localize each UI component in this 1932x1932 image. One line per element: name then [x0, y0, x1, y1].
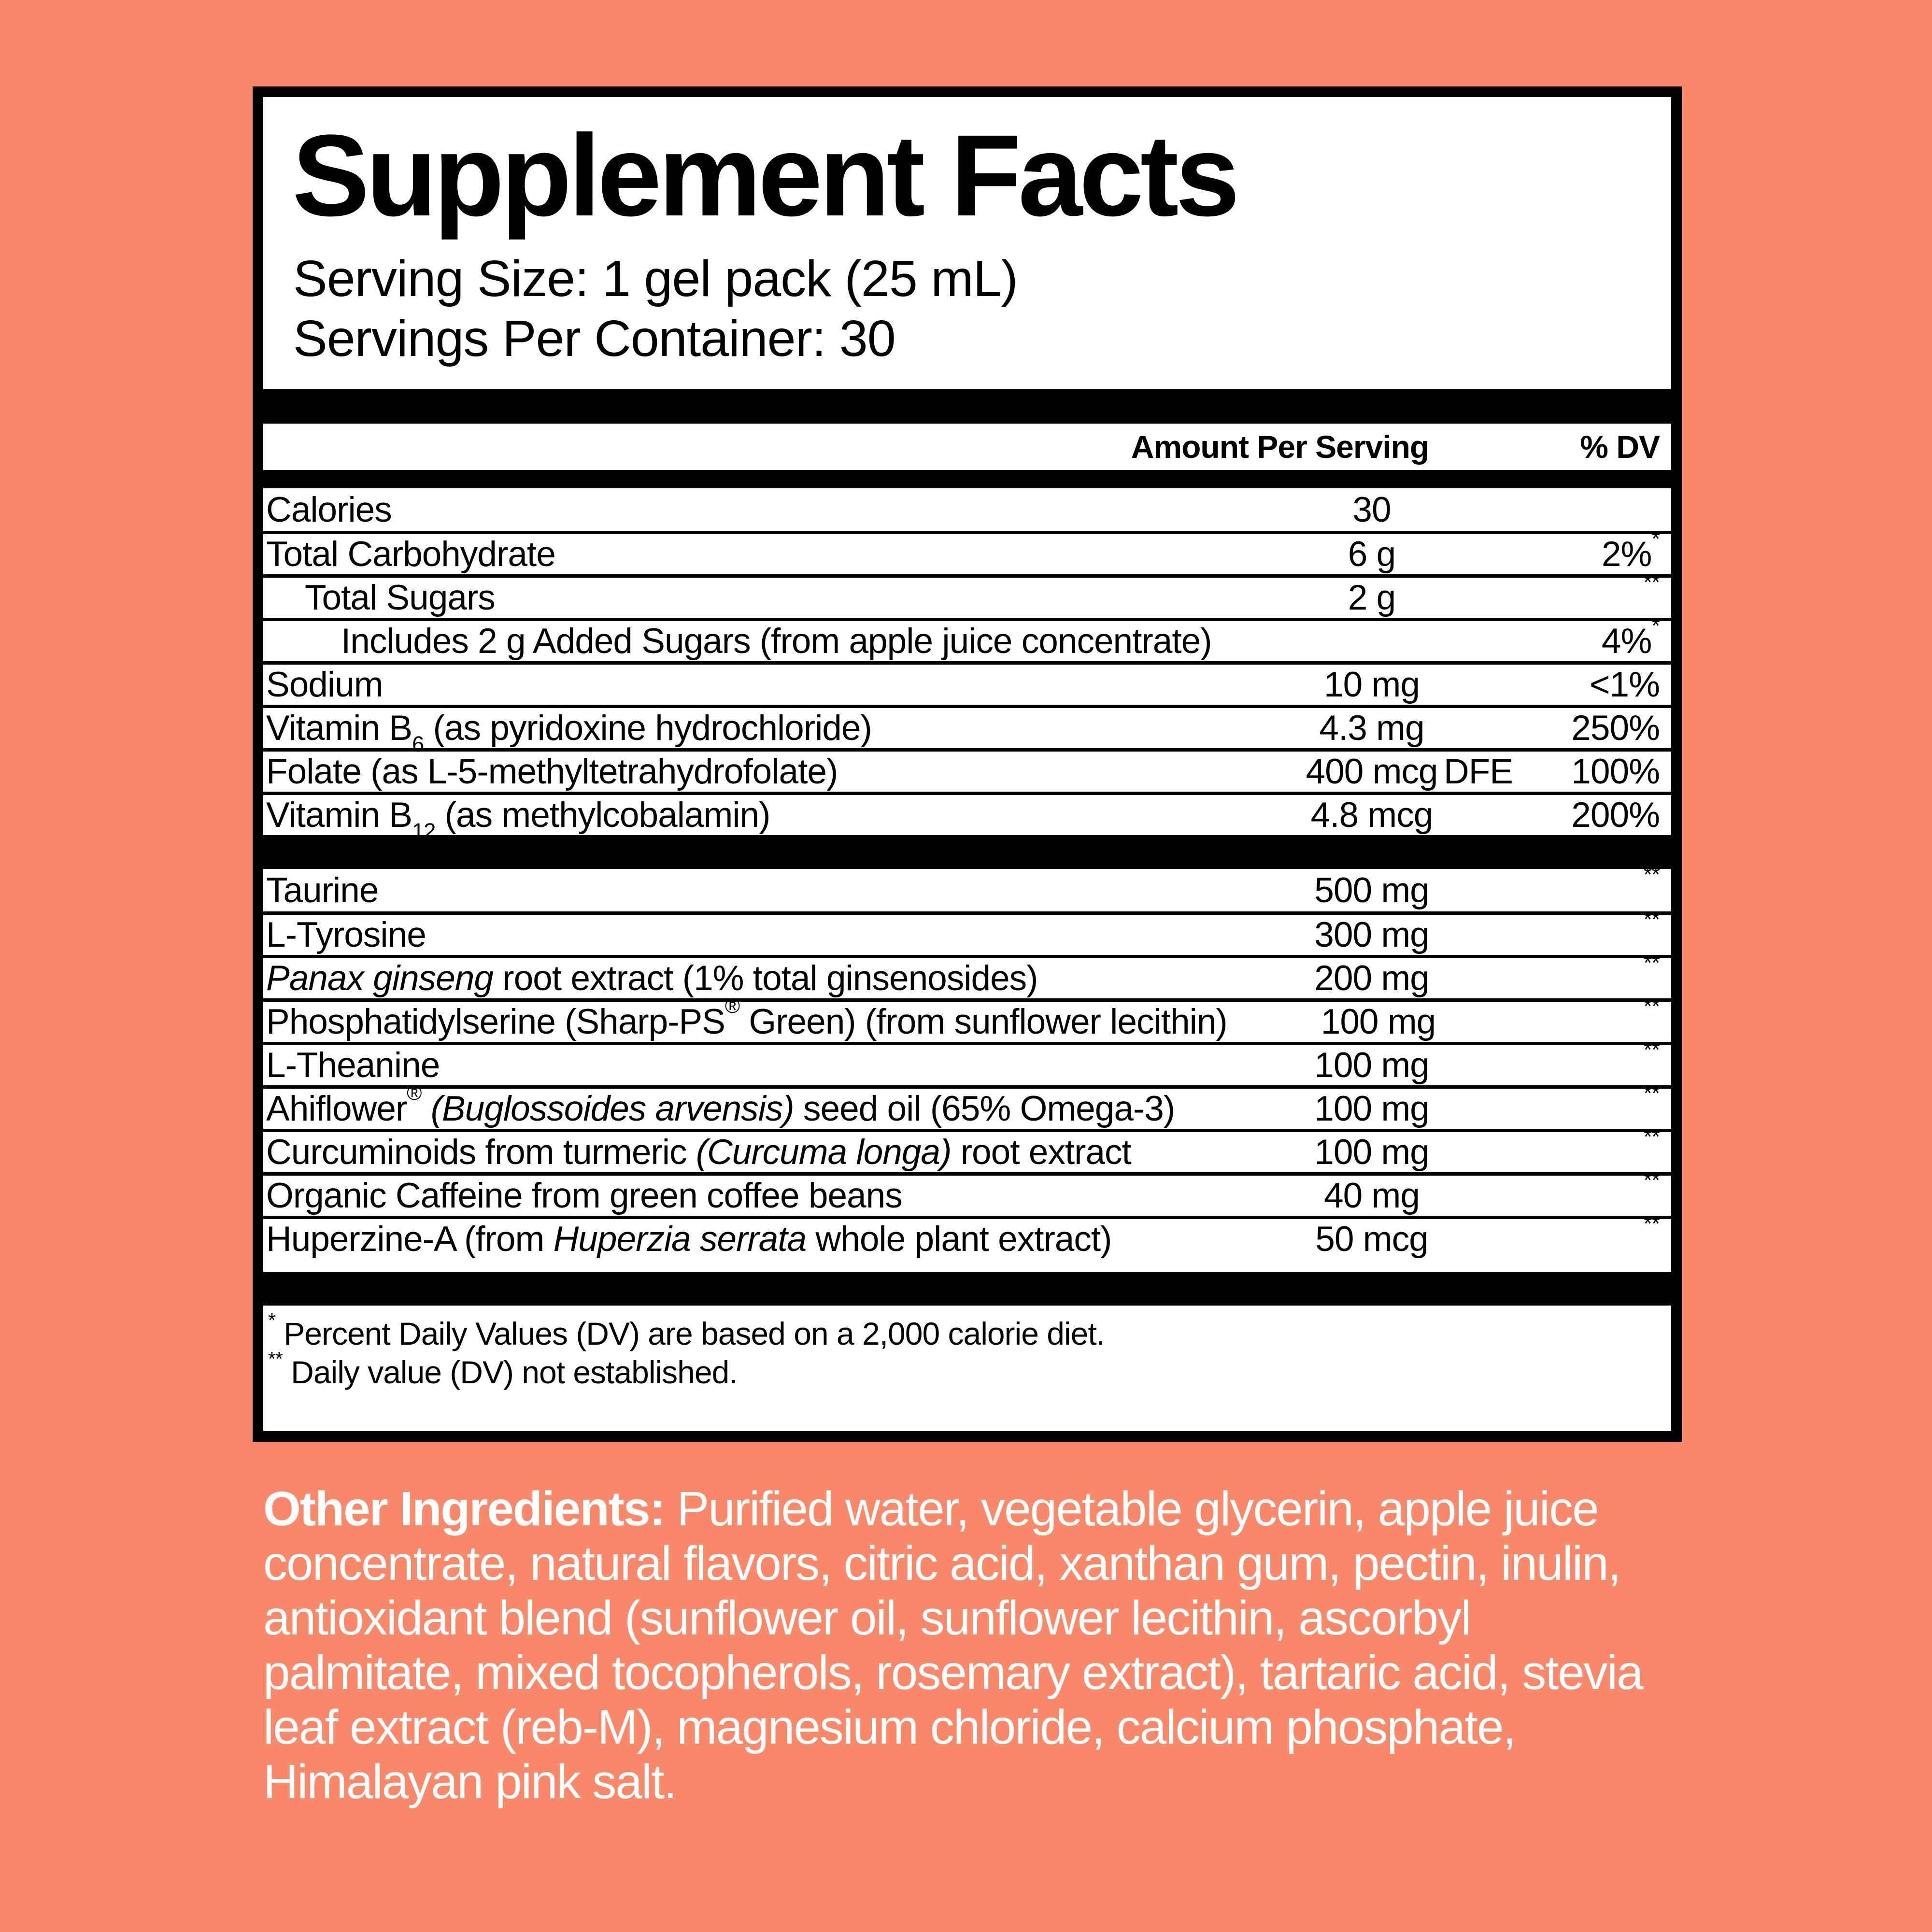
- daily-value: 200%: [1571, 796, 1660, 835]
- ingredient-name: L-Tyrosine: [266, 915, 426, 954]
- supplement-facts-inner: [263, 97, 1671, 1392]
- ingredient-name: Includes 2 g Added Sugars (from apple juice concentrate): [341, 622, 1212, 661]
- daily-value-asterisk: **: [1643, 1124, 1660, 1149]
- ingredient-name: Organic Caffeine from green coffee beans: [266, 1176, 902, 1215]
- daily-value: [1526, 1037, 1671, 1085]
- ingredient-name: Panax ginseng root extract (1% total ginsenosides): [266, 959, 1038, 998]
- facts-row: [263, 705, 1671, 756]
- percent-dv-header: % DV: [1580, 429, 1660, 465]
- amount-value: 100 mg: [1314, 1046, 1429, 1085]
- ingredient-name: Total Sugars: [305, 578, 495, 617]
- daily-value-asterisk: **: [1643, 1037, 1660, 1062]
- facts-row: [263, 1124, 1671, 1172]
- footnote-not-established: [268, 1347, 1671, 1392]
- daily-value: [1526, 1211, 1671, 1259]
- ingredient-name: Vitamin $B_{12}$ (as methylcobalamin): [266, 796, 770, 843]
- footnote-dv: [268, 1308, 1671, 1353]
- daily-value: [1526, 950, 1671, 998]
- facts-row: [263, 792, 1671, 843]
- amount-value: 100 mg: [1321, 1002, 1436, 1041]
- facts-row: [263, 1080, 1671, 1129]
- amount-per-serving-header: Amount Per Serving: [1131, 429, 1429, 465]
- daily-value: [1526, 1167, 1671, 1216]
- daily-value-asterisk: **: [1643, 1211, 1660, 1236]
- bottom-divider-bar: [263, 1272, 1671, 1306]
- daily-value-asterisk: **: [1643, 994, 1660, 1019]
- footnote-text: Percent Daily Values (DV) are based on a 2,000 calorie diet.: [275, 1316, 1105, 1351]
- daily-value: <1%: [1589, 665, 1660, 704]
- daily-value-asterisk: **: [1643, 907, 1660, 932]
- amount-value: 50 mcg: [1315, 1220, 1428, 1259]
- daily-value: 250%: [1571, 709, 1660, 748]
- other-ingredients-lead: Other Ingredients:: [263, 1482, 665, 1536]
- ingredient-name: Sodium: [266, 665, 383, 704]
- footnote-marker: **: [268, 1347, 283, 1370]
- amount-value: 200 mg: [1314, 959, 1429, 998]
- servings-per-container: Servings Per Container: 30: [293, 310, 895, 367]
- ingredient-name: Calories: [266, 490, 392, 529]
- ingredient-name: Ahiflower® (Buglossoides arvensis) seed oil (65% Omega-3): [266, 1081, 1175, 1128]
- ingredient-name: Total Carbohydrate: [266, 535, 555, 574]
- ingredient-name: Vitamin $B_6$ (as pyridoxine hydrochloride): [266, 709, 872, 756]
- ingredient-name: Folate (as L-5-methyltetrahydrofolate): [266, 752, 838, 791]
- section-divider-bar: [263, 835, 1671, 869]
- ingredient-name: Curcuminoids from turmeric (Curcuma longa) root extract: [266, 1133, 1131, 1172]
- facts-row: [263, 907, 1671, 955]
- facts-header-row: [263, 424, 1671, 470]
- daily-value-asterisk: **: [1643, 1080, 1660, 1106]
- amount-value: 30: [1352, 490, 1391, 529]
- other-ingredients-paragraph: [263, 1482, 1676, 1809]
- facts-row: [263, 526, 1671, 574]
- facts-row: [263, 1167, 1671, 1216]
- serving-info: [293, 249, 1671, 369]
- supplement-facts-title: Supplement Facts: [292, 111, 1237, 240]
- daily-value-asterisk: **: [1643, 950, 1660, 975]
- amount-value: 100 mg: [1314, 1133, 1429, 1172]
- header-divider-bar: [263, 470, 1671, 488]
- ingredient-name: Huperzine-A (from Huperzia serrata whole plant extract): [266, 1220, 1112, 1259]
- daily-value-asterisk: **: [1643, 569, 1660, 595]
- amount-value: 4.3 mg: [1319, 709, 1424, 748]
- top-divider-bar: [263, 389, 1671, 424]
- daily-value: [1526, 862, 1671, 910]
- amount-value: 6 g: [1348, 535, 1396, 574]
- footnote-text: Daily value (DV) not established.: [282, 1354, 738, 1390]
- daily-value: [1526, 569, 1671, 618]
- daily-value-asterisk: **: [1643, 862, 1660, 887]
- amount-value: 400 mcg DFE: [1306, 752, 1513, 791]
- facts-row: [263, 748, 1671, 792]
- other-ingredients-text: Purified water, vegetable glycerin, apple juice concentrate, natural flavors, citric acid, xanthan gum, pectin, inulin, antioxidant blend (sunflower oil, sunflower lecithin, ascorbyl palmitate, mixed tocopherols, rosemary extract), tartaric acid, stevia leaf extract (reb-M), magnesium chloride, calcium phosphate, Himalayan pink salt.: [263, 1482, 1643, 1809]
- facts-row: [263, 661, 1671, 705]
- ingredient-name: Phosphatidylserine (Sharp-PS® Green) (from sunflower lecithin): [266, 994, 1227, 1041]
- amount-value: 40 mg: [1324, 1176, 1420, 1215]
- daily-value: [1529, 994, 1671, 1042]
- facts-row: [263, 613, 1671, 661]
- facts-row: [263, 1037, 1671, 1085]
- daily-value: 4%*: [1601, 613, 1660, 661]
- amount-value: 300 mg: [1314, 915, 1429, 954]
- amount-value: 100 mg: [1314, 1089, 1429, 1128]
- facts-rows: [263, 488, 1671, 1259]
- supplement-facts-panel: [253, 86, 1682, 1442]
- facts-row: [263, 488, 1671, 531]
- ingredient-name: Taurine: [266, 870, 379, 910]
- amount-value: 4.8 mcg: [1310, 796, 1433, 835]
- amount-unit-suffix: DFE: [1444, 752, 1513, 791]
- daily-value: 100%: [1571, 752, 1660, 791]
- daily-value: [1526, 1080, 1671, 1129]
- facts-row: [263, 1211, 1671, 1259]
- facts-row: [263, 569, 1671, 618]
- facts-row: [263, 950, 1671, 998]
- footnotes: [268, 1308, 1671, 1392]
- facts-row: [263, 994, 1671, 1042]
- daily-value-asterisk: *: [1651, 613, 1660, 638]
- daily-value-asterisk: *: [1651, 526, 1660, 551]
- daily-value: [1526, 1124, 1671, 1172]
- amount-value: 2 g: [1348, 578, 1396, 617]
- facts-row: [263, 862, 1671, 911]
- daily-value: [1526, 907, 1671, 955]
- footnote-marker: *: [268, 1308, 275, 1331]
- amount-value: 10 mg: [1324, 665, 1420, 704]
- amount-value: 500 mg: [1314, 870, 1429, 910]
- daily-value-asterisk: **: [1643, 1167, 1660, 1193]
- daily-value: 2%*: [1601, 526, 1660, 574]
- serving-size: Serving Size: 1 gel pack (25 mL): [293, 250, 1018, 307]
- ingredient-name: L-Theanine: [266, 1046, 440, 1085]
